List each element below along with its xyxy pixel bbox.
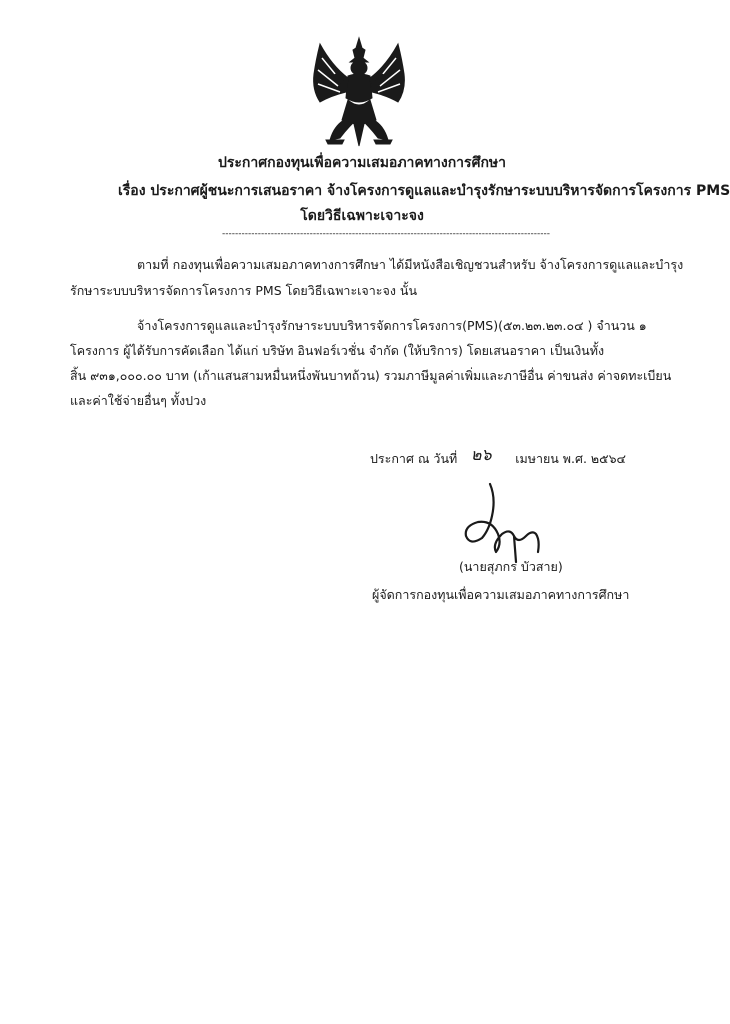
body-paragraph-1-line-2: รักษาระบบบริหารจัดการโครงการ PMS โดยวิธีเฉพาะเจาะจง นั้น xyxy=(70,283,417,298)
subject-line: เรื่อง ประกาศผู้ชนะการเสนอราคา จ้างโครงการดูแลและบำรุงรักษาระบบบริหารจัดการโครงการ PMS xyxy=(118,183,730,199)
date-prefix: ประกาศ ณ วันที่ xyxy=(370,451,458,466)
date-month-year: เมษายน พ.ศ. ๒๕๖๔ xyxy=(515,451,626,466)
body-paragraph-2-line-4: และค่าใช้จ่ายอื่นๆ ทั้งปวง xyxy=(70,393,207,408)
body-paragraph-2-line-1: จ้างโครงการดูแลและบำรุงรักษาระบบบริหารจัดการโครงการ(PMS)(๕๓.๒๓.๒๓.๐๔ ) จำนวน ๑ xyxy=(137,318,647,333)
body-paragraph-1-line-1: ตามที่ กองทุนเพื่อความเสมอภาคทางการศึกษา ได้มีหนังสือเชิญชวนสำหรับ จ้างโครงการดูแลและบำรุง xyxy=(137,257,684,272)
announcement-date xyxy=(370,446,626,471)
signer-name: (นายสุภกร บัวสาย) xyxy=(459,559,563,574)
date-day: ๒๖ xyxy=(470,445,492,464)
body-paragraph-2-line-3: สิ้น ๙๓๑,๐๐๐.๐๐ บาท (เก้าแสนสามหมื่นหนึ่งพันบาทถ้วน) รวมภาษีมูลค่าเพิ่มและภาษีอื่น ค่าขนส่ง ค่าจดทะเบียน xyxy=(70,368,672,383)
garuda-emblem-icon xyxy=(310,36,408,148)
document-title: ประกาศกองทุนเพื่อความเสมอภาคทางการศึกษา xyxy=(217,155,507,171)
separator-line: ----------------------------------------------------------------------------------------------------- xyxy=(222,229,551,239)
subject-method: โดยวิธีเฉพาะเจาะจง xyxy=(300,208,424,224)
signer-position: ผู้จัดการกองทุนเพื่อความเสมอภาคทางการศึกษา xyxy=(372,587,630,602)
body-paragraph-2-line-2: โครงการ ผู้ได้รับการคัดเลือก ได้แก่ บริษัท อินฟอร์เวชั่น จำกัด (ให้บริการ) โดยเสนอราคา เป็นเงินทั้ง xyxy=(70,343,605,358)
